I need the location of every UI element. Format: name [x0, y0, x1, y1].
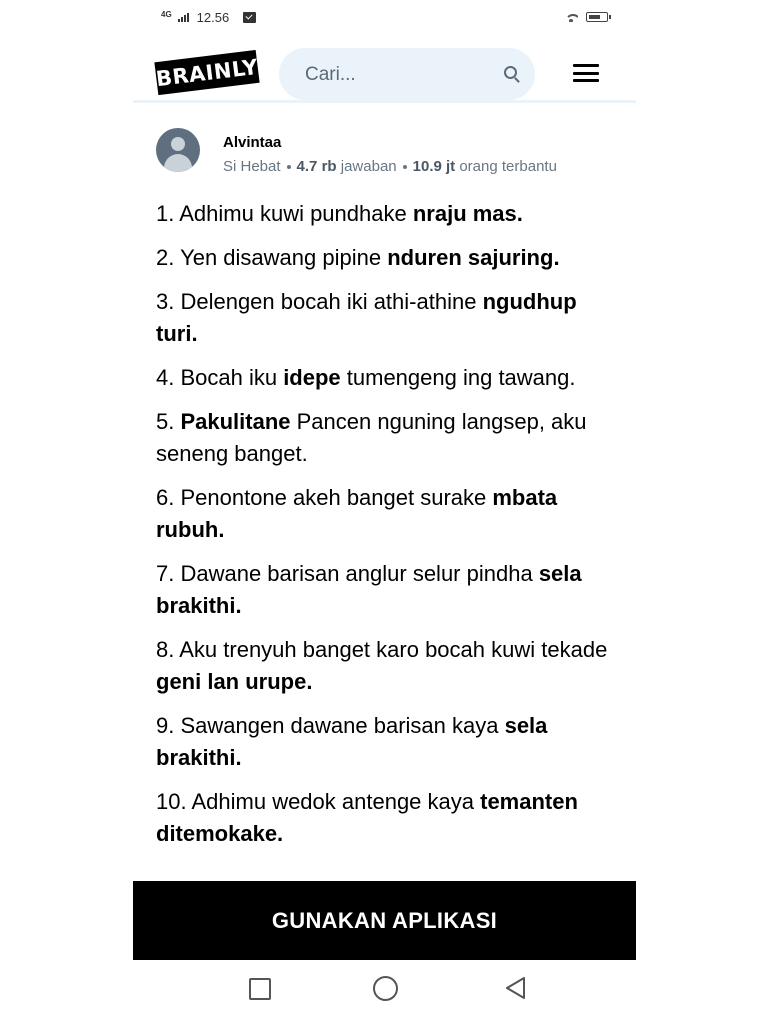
hamburger-menu-icon[interactable]: [573, 64, 599, 82]
author-name[interactable]: Alvintaa: [223, 134, 282, 151]
separator-dot: [403, 165, 407, 169]
search-icon[interactable]: [504, 66, 517, 79]
site-header: [133, 46, 636, 103]
answer-item: 10. Adhimu wedok antenge kaya temanten ditemokake.: [156, 789, 578, 846]
answer-author: [156, 128, 616, 184]
helped-label: orang terbantu: [459, 158, 557, 175]
separator-dot: [287, 165, 291, 169]
android-nav-bar: [133, 960, 636, 1024]
wifi-icon: [564, 12, 578, 22]
network-type: 4G: [161, 9, 172, 19]
author-stats: [223, 158, 557, 175]
use-app-button[interactable]: GUNAKAN APLIKASI: [133, 881, 636, 960]
answer-item: 5. Pakulitane Pancen nguning langsep, aku seneng banget.: [156, 409, 587, 466]
triangle-back-icon[interactable]: [504, 976, 528, 1000]
mail-icon: [243, 12, 256, 23]
status-right: [564, 12, 608, 22]
answer-item: 4. Bocah iku idepe tumengeng ing tawang.: [156, 365, 576, 390]
answer-item: 2. Yen disawang pipine nduren sajuring.: [156, 245, 560, 270]
search-input[interactable]: [303, 62, 487, 88]
answer-content: [156, 198, 618, 880]
answers-count: 4.7 rb: [296, 158, 337, 175]
answer-item: 8. Aku trenyuh banget karo bocah kuwi tekade geni lan urupe.: [156, 637, 608, 694]
status-bar: [133, 0, 636, 36]
brainly-logo[interactable]: BRAINLY: [154, 50, 259, 95]
answers-label: jawaban: [340, 158, 397, 175]
answer-item: 6. Penontone akeh banget surake mbata rubuh.: [156, 485, 558, 542]
answer-item: 1. Adhimu kuwi pundhake nraju mas.: [156, 201, 523, 226]
search-bar[interactable]: [279, 48, 535, 100]
answer-item: 7. Dawane barisan anglur selur pindha sela brakithi.: [156, 561, 582, 618]
clock: 12.56: [196, 10, 230, 25]
circle-icon[interactable]: [373, 976, 398, 1001]
battery-level: [589, 15, 600, 19]
answer-item: 9. Sawangen dawane barisan kaya sela brakithi.: [156, 713, 548, 770]
user-avatar-icon[interactable]: [156, 128, 200, 172]
battery-icon: [586, 12, 608, 22]
phone-screen: [133, 0, 636, 1024]
author-rank: Si Hebat: [223, 158, 281, 175]
answer-item: 3. Delengen bocah iki athi-athine ngudhup turi.: [156, 289, 577, 346]
signal-icon: [178, 13, 189, 22]
square-icon[interactable]: [249, 978, 271, 1000]
helped-count: 10.9 jt: [412, 158, 456, 175]
status-left: [161, 10, 256, 25]
